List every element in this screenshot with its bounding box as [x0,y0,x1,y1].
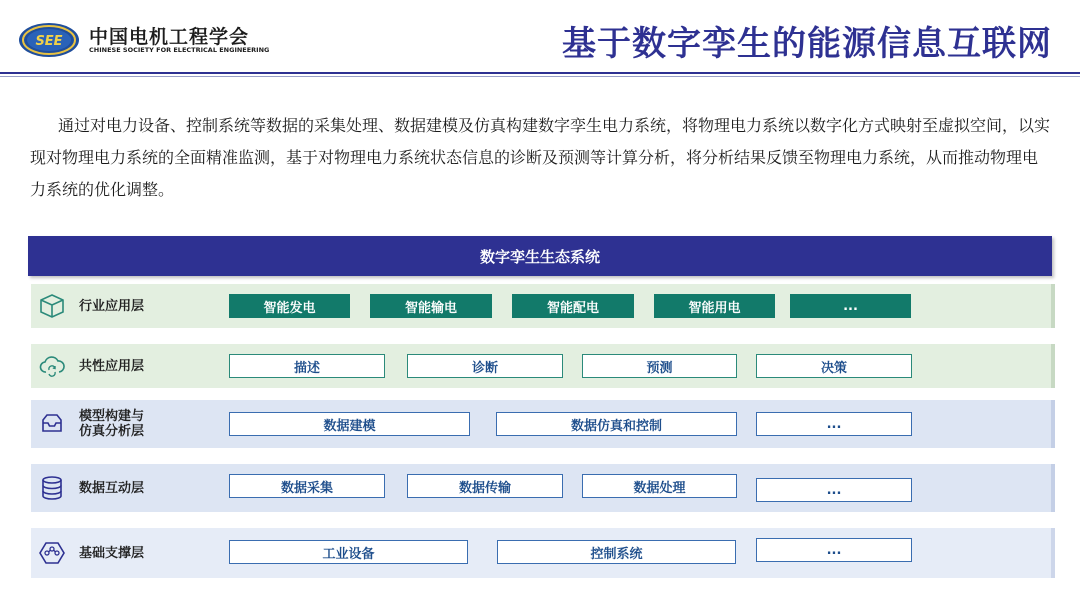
item-predict: 预测 [582,354,737,378]
org-name-cn: 中国电机工程学会 [89,26,250,48]
item-decide: 决策 [756,354,912,378]
layer-label: 数据互动层 [79,480,145,496]
layer-base-support [28,528,1051,578]
item-describe: 描述 [229,354,385,378]
layer-data-interaction [28,464,1051,512]
item-more: ... [756,478,912,502]
cube-icon [39,293,65,319]
item-data-simulation-control: 数据仿真和控制 [496,412,737,436]
item-data-transmission: 数据传输 [407,474,563,498]
svg-text:SEE: SEE [35,34,63,49]
item-smart-distribution: 智能配电 [512,294,634,318]
tray-icon [39,411,65,437]
see-logo [18,22,80,58]
item-data-processing: 数据处理 [582,474,737,498]
layer-label: 行业应用层 [79,298,145,314]
layer-label: 基础支撑层 [79,545,145,561]
item-control-system: 控制系统 [497,540,736,564]
layer-edge [1051,400,1055,448]
hexagon-network-icon [39,540,65,566]
header-divider-thin [0,76,1080,77]
layer-label [79,400,144,448]
header-divider [0,72,1080,74]
layer-model-simulation [28,400,1051,448]
item-smart-generation: 智能发电 [229,294,350,318]
org-name-en: CHINESE SOCIETY FOR ELECTRICAL ENGINEERING [89,46,270,54]
item-more: ... [756,412,912,436]
database-icon [39,475,65,501]
item-smart-consumption: 智能用电 [654,294,775,318]
item-more: ... [756,538,912,562]
layer-industry-application [28,284,1051,328]
item-smart-transmission: 智能输电 [370,294,492,318]
page-title: 基于数字孪生的能源信息互联网 [562,24,1052,64]
item-diagnose: 诊断 [407,354,563,378]
layer-label-line2: 仿真分析层 [79,424,145,439]
layer-edge [1051,284,1055,328]
cloud-sync-icon [39,353,65,379]
layer-label: 共性应用层 [79,358,145,374]
layer-edge [1051,344,1055,388]
layer-label-line1: 模型构建与 [79,409,145,424]
ecosystem-banner: 数字孪生生态系统 [28,236,1052,276]
layer-common-application [28,344,1051,388]
item-data-collection: 数据采集 [229,474,385,498]
layer-edge [1051,464,1055,512]
item-more: ... [790,294,911,318]
item-data-modeling: 数据建模 [229,412,470,436]
item-industrial-equipment: 工业设备 [229,540,468,564]
layer-edge [1051,528,1055,578]
ecosystem-diagram [28,236,1052,562]
intro-paragraph: 通过对电力设备、控制系统等数据的采集处理、数据建模及仿真构建数字孪生电力系统，将物理电力系统以数字化方式映射至虚拟空间，以实现对物理电力系统的全面精准监测，基于对物理电力系统状态信息的诊断及预测等计算分析，将分析结果反馈至物理电力系统，从而推动物理电力系统的优化调整。 [30,116,1051,199]
